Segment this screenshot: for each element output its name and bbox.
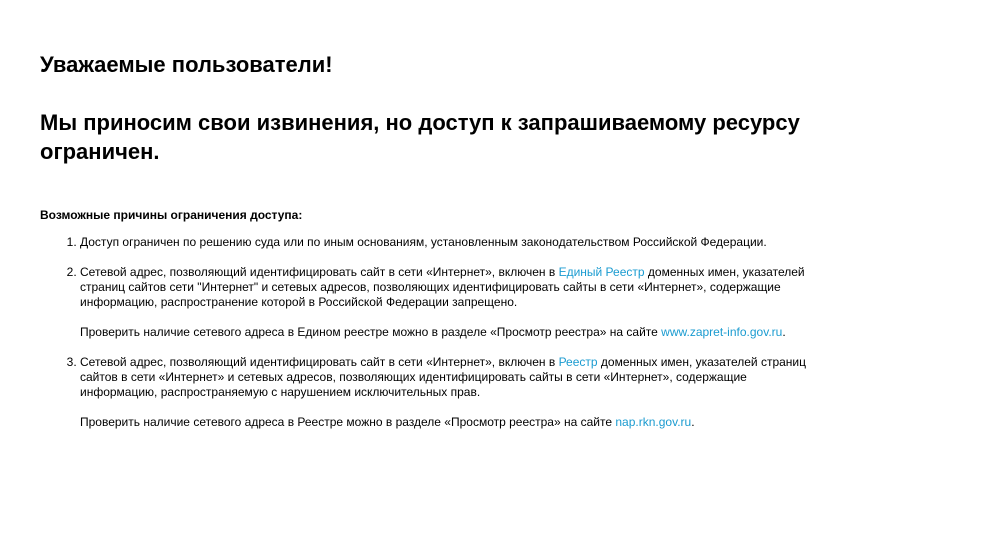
- reason-2-text: [80, 265, 820, 310]
- reason-item-3: [80, 355, 820, 430]
- reason-2-check-after: .: [782, 325, 786, 339]
- reason-item-2: [80, 265, 820, 340]
- reasons-title: Возможные причины ограничения доступа:: [40, 208, 303, 222]
- page-apology: Мы приносим свои извинения, но доступ к запрашиваемому ресурсу ограничен.: [40, 110, 800, 164]
- reason-1-text: 1. Доступ ограничен по решению суда или по иным основаниям, установленным законодательством Российской Федерации.: [80, 235, 767, 249]
- registry-link[interactable]: Реестр: [558, 355, 598, 369]
- reason-3-text-after: доменных имен, указателей страниц сайтов в сети «Интернет» и сетевых адресов, позволяющих идентифицировать сайты в сети «Интернет», содержащие информацию, распространяемую с нарушением исключительных прав.: [80, 355, 806, 399]
- reason-2-check: [80, 325, 820, 340]
- reason-item-1: [80, 235, 820, 250]
- unified-registry-link[interactable]: Единый Реестр: [558, 265, 645, 279]
- reason-3-check-before: Проверить наличие сетевого адреса в Реестре можно в разделе «Просмотр реестра» на сайте: [80, 415, 616, 429]
- reason-3-check-after: .: [691, 415, 695, 429]
- reason-3-text: [80, 355, 820, 400]
- zapret-info-link[interactable]: www.zapret-info.gov.ru: [661, 325, 783, 339]
- reason-2-text-before: Сетевой адрес, позволяющий идентифицировать сайт в сети «Интернет», включен в: [80, 265, 559, 279]
- reason-3-check: [80, 415, 820, 430]
- nap-rkn-link[interactable]: nap.rkn.gov.ru: [615, 415, 692, 429]
- reason-2-check-before: Проверить наличие сетевого адреса в Едином реестре можно в разделе «Просмотр реестра» на сайте: [80, 325, 662, 339]
- page-greeting: Уважаемые пользователи!: [40, 52, 333, 77]
- reason-3-text-before: Сетевой адрес, позволяющий идентифицировать сайт в сети «Интернет», включен в: [80, 355, 559, 369]
- reason-2-text-after: доменных имен, указателей страниц сайтов сети "Интернет" и сетевых адресов, позволяющих идентифицировать сайты в сети «Интернет», содержащие информацию, распространение которой в Российской Федерации запрещено.: [80, 265, 805, 309]
- reasons-list: [40, 235, 820, 430]
